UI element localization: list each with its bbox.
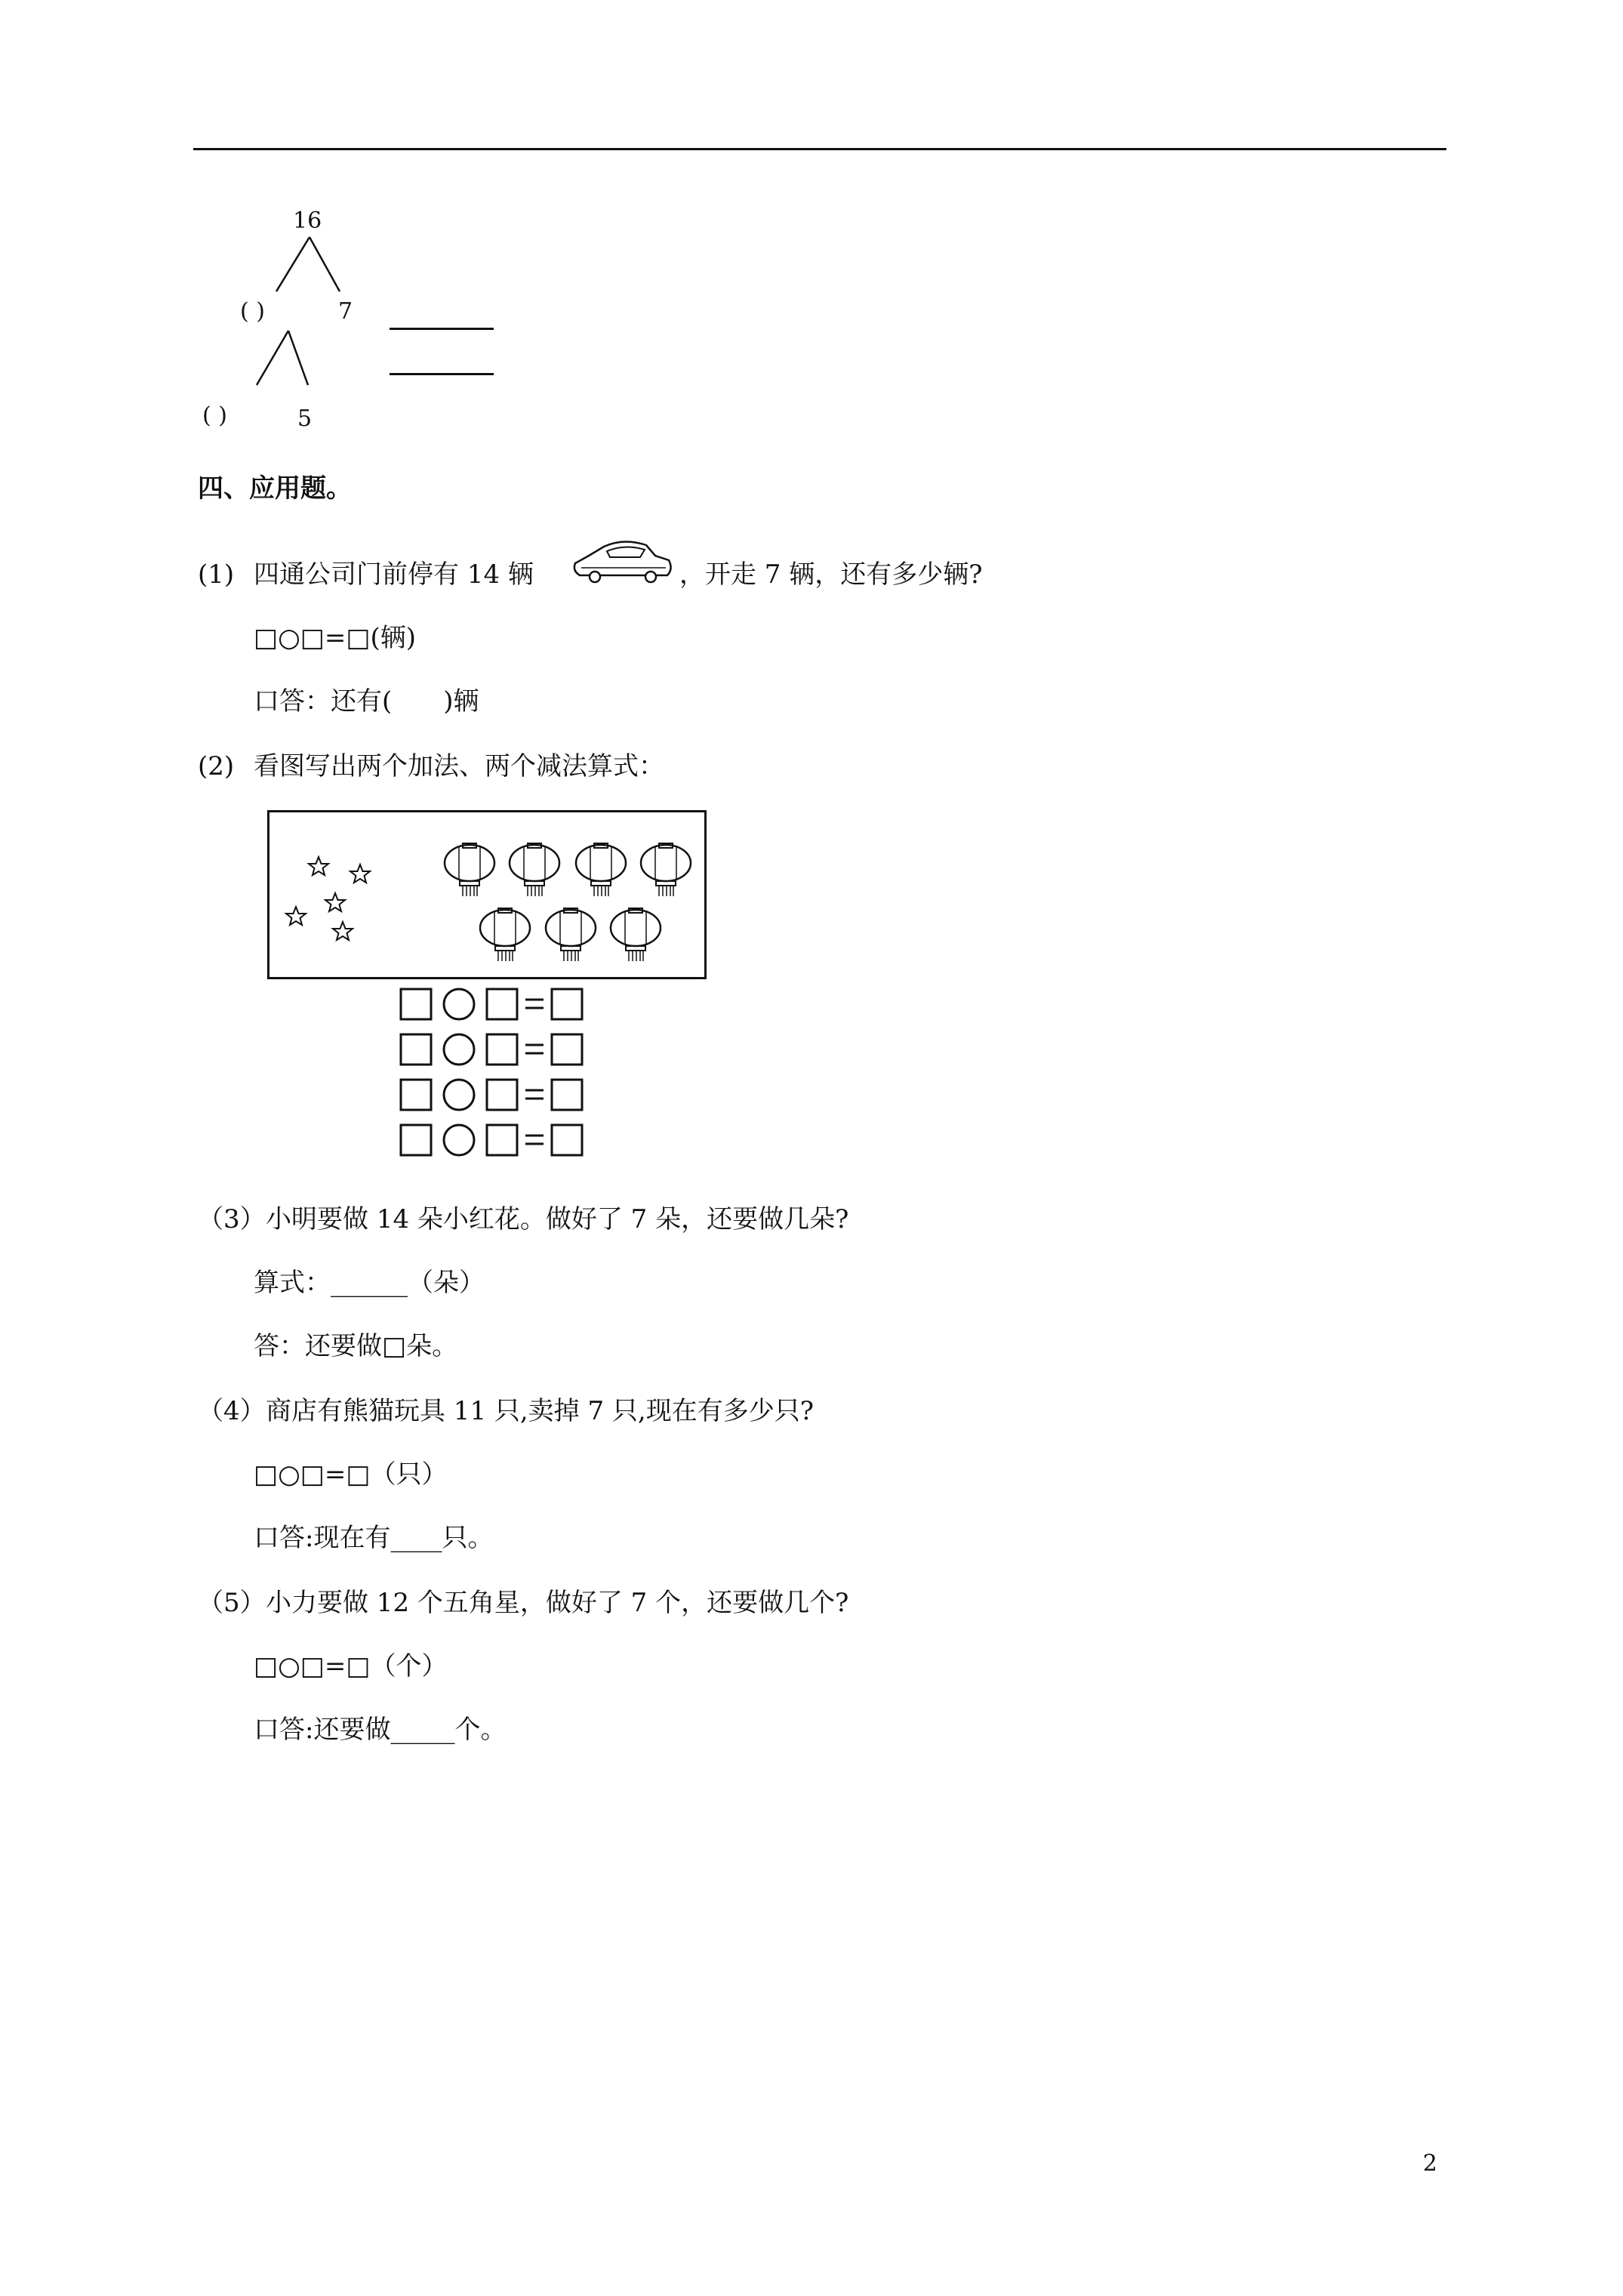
q3-text: 小明要做 14 朵小红花。做好了 7 朵，还要做几朵? (266, 1204, 849, 1234)
q4-answer: 口答:现在有____只。 (254, 1523, 494, 1553)
q3-label: （3） (198, 1204, 266, 1234)
q1-label: (1) (198, 559, 235, 590)
equation-boxes (399, 985, 592, 1175)
equation-row-1 (401, 989, 582, 1019)
equation-grid (399, 985, 592, 1172)
lantern-icon (576, 843, 626, 896)
answer-line-1 (390, 328, 494, 330)
answer-line-2 (390, 373, 494, 375)
star-icon (325, 893, 345, 911)
q3-formula: 算式：______（朵） (254, 1268, 485, 1298)
star-group (286, 857, 370, 940)
tree-mid-right: 7 (338, 298, 353, 325)
lantern-icon (611, 908, 661, 961)
section-title: 四、应用题。 (198, 473, 352, 504)
tree-top-number: 16 (293, 208, 322, 234)
lantern-icon (641, 843, 691, 896)
lantern-icon (546, 908, 596, 961)
q5-formula: □○□=□（个） (254, 1651, 448, 1681)
q5-answer: 口答:还要做_____个。 (254, 1715, 507, 1745)
star-icon (333, 922, 353, 940)
q2-label: (2) (198, 751, 235, 781)
q5-label: （5） (198, 1588, 266, 1618)
tree-bottom-blank: ( ) (202, 402, 227, 429)
q3-answer: 答：还要做□朵。 (254, 1331, 458, 1361)
equation-row-3 (401, 1080, 582, 1110)
car-icon (571, 533, 676, 586)
q4-formula: □○□=□（只） (254, 1459, 448, 1490)
tree-mid-blank: ( ) (240, 298, 265, 325)
star-icon (286, 907, 306, 925)
q2-text: 看图写出两个加法、两个减法算式： (254, 751, 664, 781)
header-rule (193, 148, 1446, 150)
lantern-icon (510, 843, 559, 896)
tree-bottom-right: 5 (297, 405, 313, 432)
q1-text-b: ，开走 7 辆，还有多少辆? (679, 559, 983, 590)
star-icon (309, 857, 328, 875)
q5-text: 小力要做 12 个五角星，做好了 7 个，还要做几个? (266, 1588, 849, 1618)
q1-answer: 口答：还有( )辆 (254, 686, 479, 717)
star-icon (350, 864, 370, 883)
lantern-group (445, 843, 691, 961)
lantern-icon (480, 908, 530, 961)
equation-row-2 (401, 1034, 582, 1065)
lantern-icon (445, 843, 494, 896)
q4-label: （4） (198, 1396, 266, 1426)
q2-picture (267, 810, 707, 979)
equation-row-4 (401, 1125, 582, 1155)
q1-text-a: 四通公司门前停有 14 辆 (254, 559, 534, 590)
q4-text: 商店有熊猫玩具 11 只,卖掉 7 只,现在有多少只? (266, 1396, 814, 1426)
q1-formula: □○□=□(辆) (254, 623, 417, 653)
page-number: 2 (1422, 2150, 1437, 2177)
